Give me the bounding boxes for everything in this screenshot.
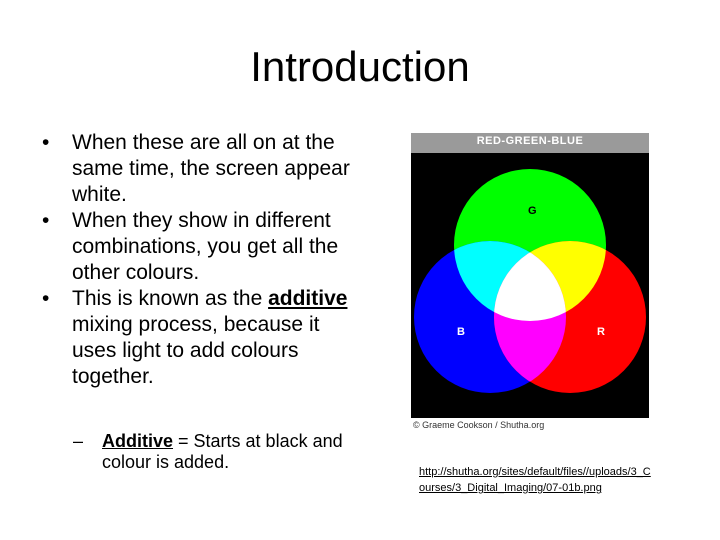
additive-term: Additive: [102, 431, 174, 451]
bullet-text: mixing process, because it uses light to add colours together.: [72, 313, 320, 388]
sub-bullet-definition: = Starts at black and colour is added.: [102, 431, 343, 472]
image-title: RED-GREEN-BLUE: [476, 135, 584, 147]
caption-text: © Graeme Cookson / Shutha.org: [413, 420, 545, 430]
label-b: B: [457, 326, 465, 338]
bullet-item: • When they show in different combinations, you get all the other colours.: [28, 208, 368, 286]
slide-title: Introduction: [250, 43, 470, 90]
bullet-item: [28, 286, 368, 390]
label-g: G: [528, 205, 537, 217]
dash-marker: –: [73, 431, 84, 451]
bullet-item: • When these are all on at the same time, the screen appear white.: [28, 130, 368, 208]
rgb-circles: [411, 133, 649, 432]
sub-bullet-text: [80, 431, 370, 473]
image-caption: [411, 418, 649, 432]
source-link[interactable]: http://shutha.org/sites/default/files//uploads/3_Courses/3_Digital_Imaging/07-01b.png: [419, 466, 651, 494]
bullet-list: [28, 130, 368, 390]
rgb-diagram-image: [411, 133, 649, 432]
bullet-text: This is known as the: [72, 287, 269, 310]
label-r: R: [597, 326, 605, 338]
sub-bullet: [73, 431, 370, 473]
additive-emphasis: additive: [268, 287, 348, 310]
